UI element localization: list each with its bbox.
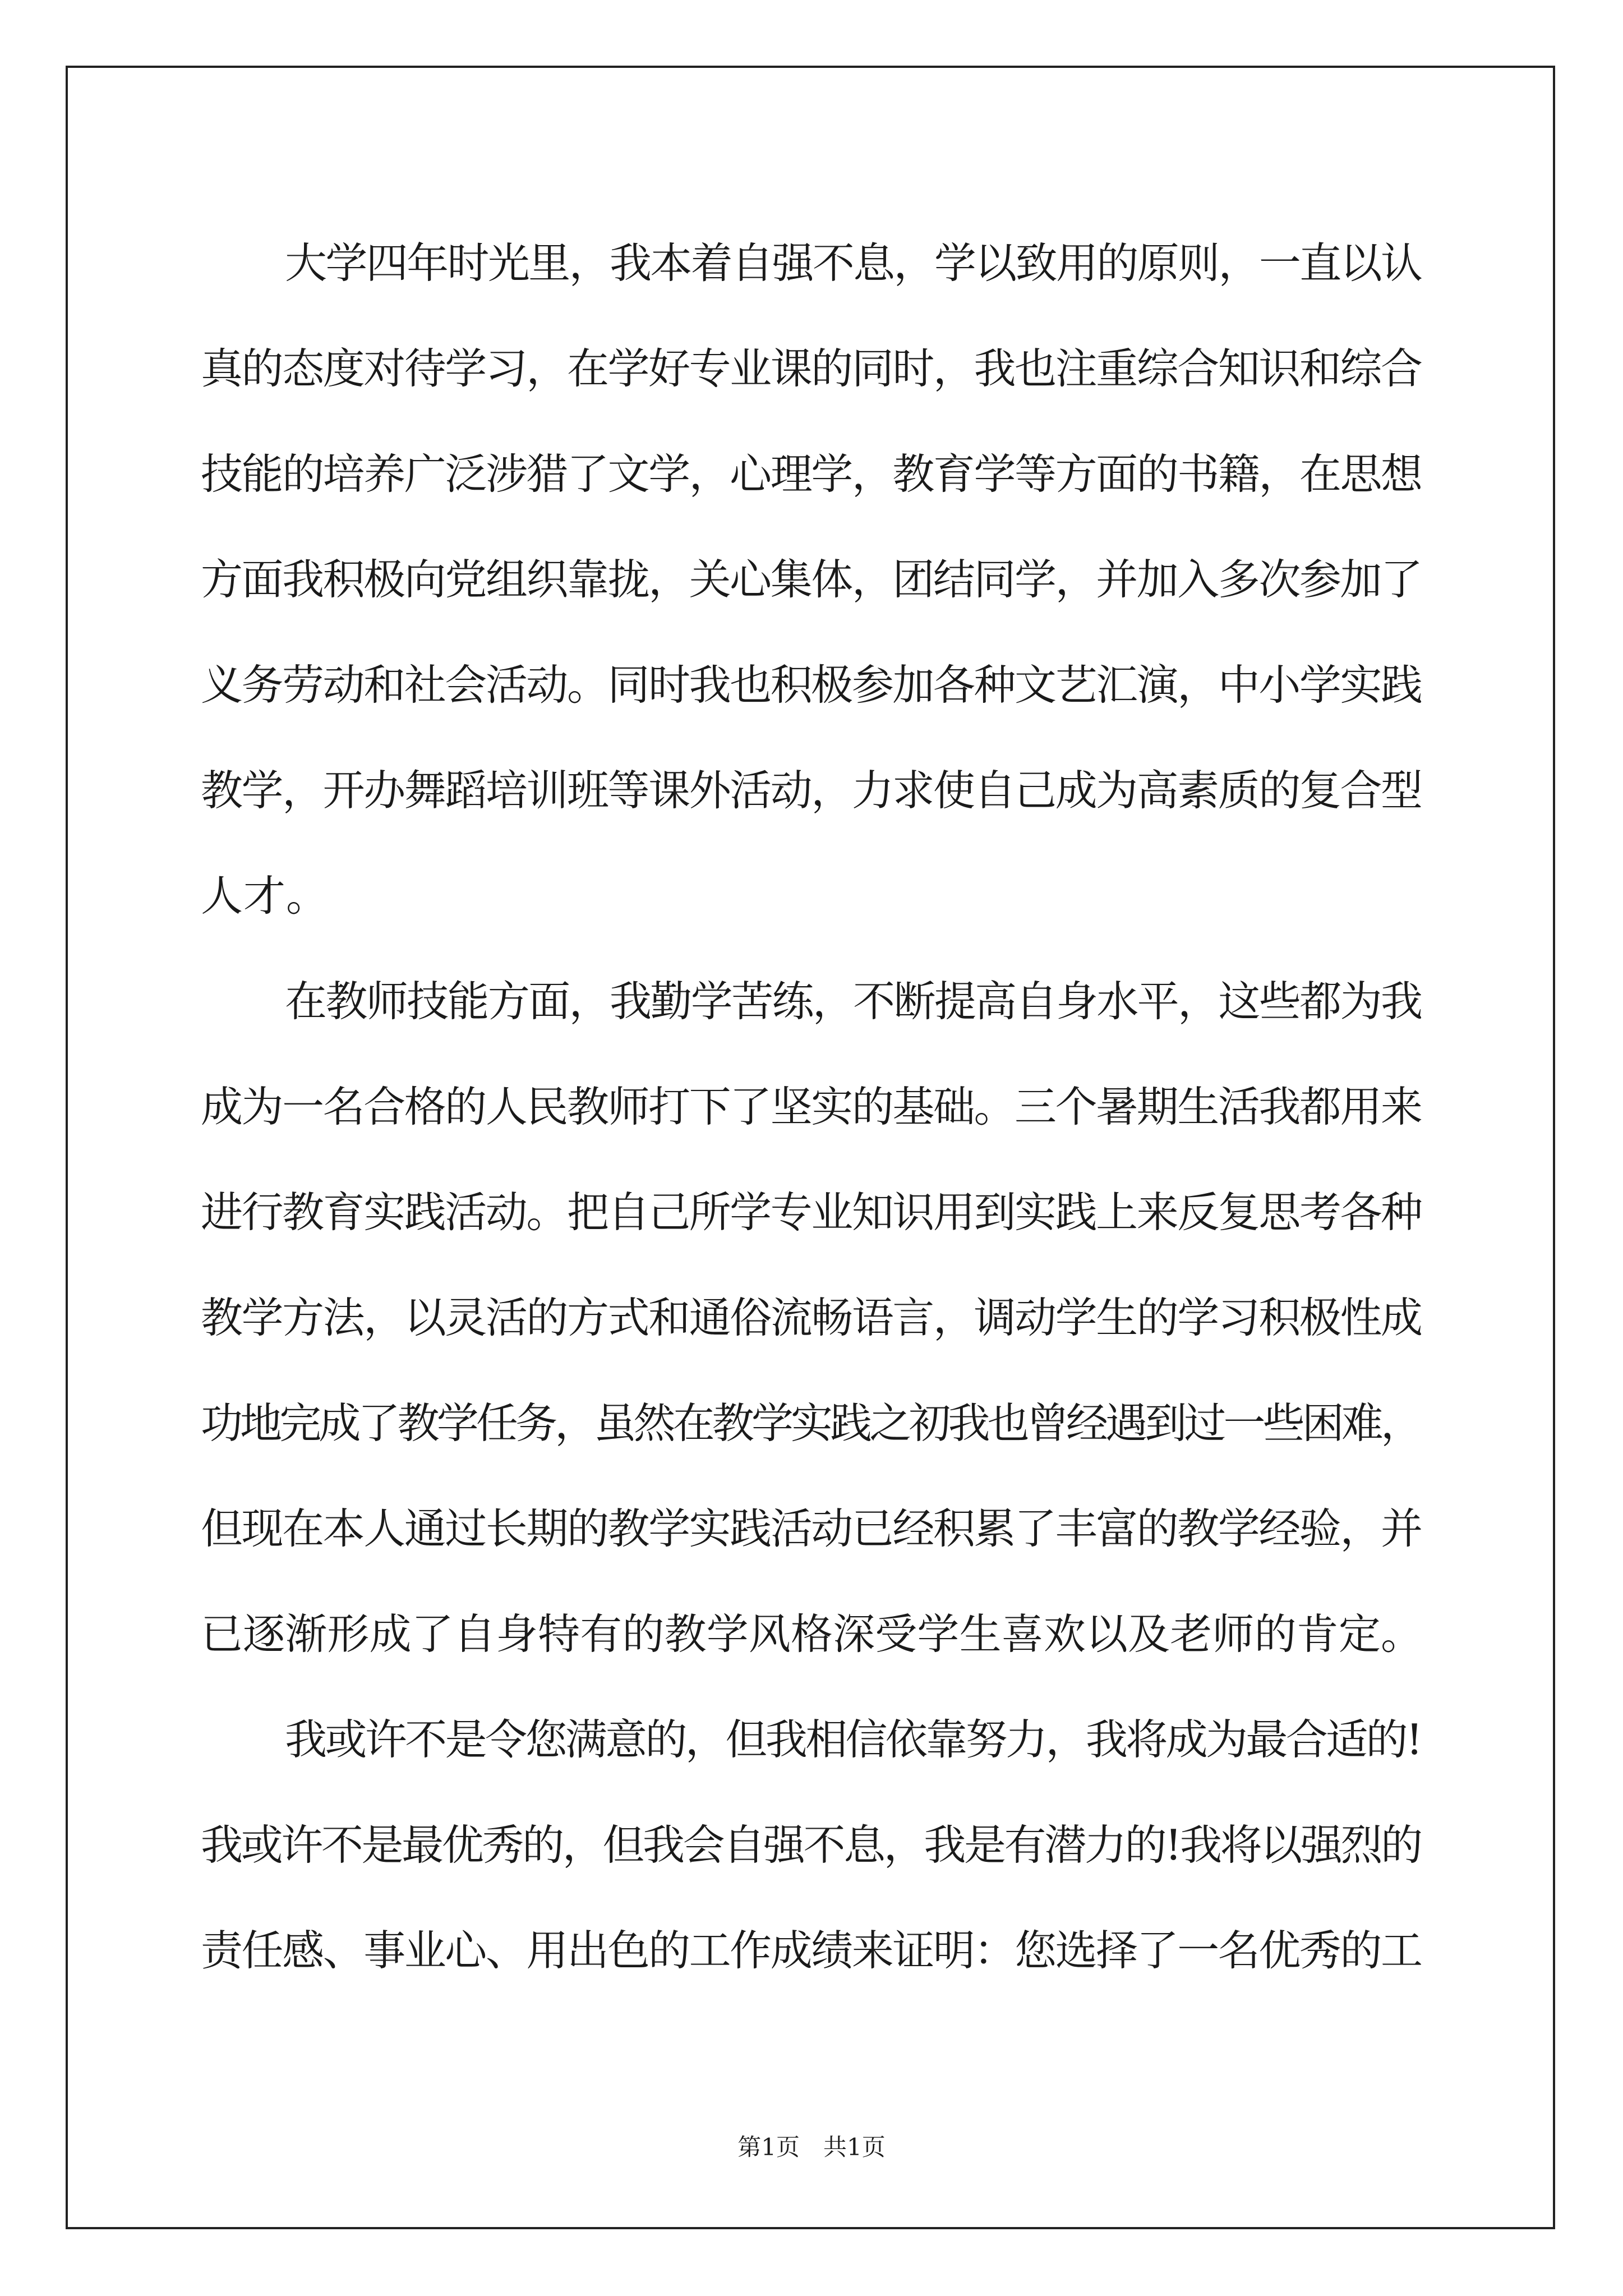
document-body	[201, 210, 1423, 2003]
text-line: 人才。	[201, 871, 329, 921]
text-line: 义务劳动和社会活动。同时我也积极参加各种文艺汇演，中小学实践	[201, 660, 1422, 710]
text-line: 进行教育实践活动。把自己所学专业知识用到实践上来反复思考各种	[201, 1188, 1422, 1237]
text-line: 责任感、事业心、用出色的工作成绩来证明：您选择了一名优秀的工	[201, 1926, 1422, 1975]
text-line: 技能的培养广泛涉猎了文学，心理学，教育学等方面的书籍，在思想	[201, 449, 1422, 499]
text-line: 大学四年时光里，我本着自强不息，学以致用的原则，一直以认	[285, 238, 1422, 288]
text-line: 功地完成了教学任务，虽然在教学实践之初我也曾经遇到过一些困难，	[201, 1398, 1421, 1448]
text-line: 在教师技能方面，我勤学苦练，不断提高自身水平，这些都为我	[285, 977, 1422, 1026]
text-line: 教学，开办舞蹈培训班等课外活动，力求使自己成为高素质的复合型	[201, 766, 1422, 815]
text-line: 已逐渐形成了自身特有的教学风格深受学生喜欢以及老师的肯定。	[201, 1609, 1423, 1659]
text-line: 方面我积极向党组织靠拢，关心集体，团结同学，并加入多次参加了	[201, 555, 1422, 604]
text-line: 成为一名合格的人民教师打下了坚实的基础。三个暑期生活我都用来	[201, 1082, 1422, 1131]
text-line: 真的态度对待学习，在学好专业课的同时，我也注重综合知识和综合	[201, 344, 1422, 393]
page-footer: 第1页 共1页	[737, 2133, 886, 2161]
text-line: 我或许不是最优秀的，但我会自强不息，我是有潜力的!我将以强烈的	[201, 1820, 1421, 1870]
text-line: 但现在本人通过长期的教学实践活动已经积累了丰富的教学经验，并	[201, 1504, 1422, 1553]
text-line: 我或许不是令您满意的，但我相信依靠努力，我将成为最合适的!	[285, 1715, 1421, 1764]
text-line: 教学方法，以灵活的方式和通俗流畅语言，调动学生的学习积极性成	[201, 1293, 1422, 1342]
